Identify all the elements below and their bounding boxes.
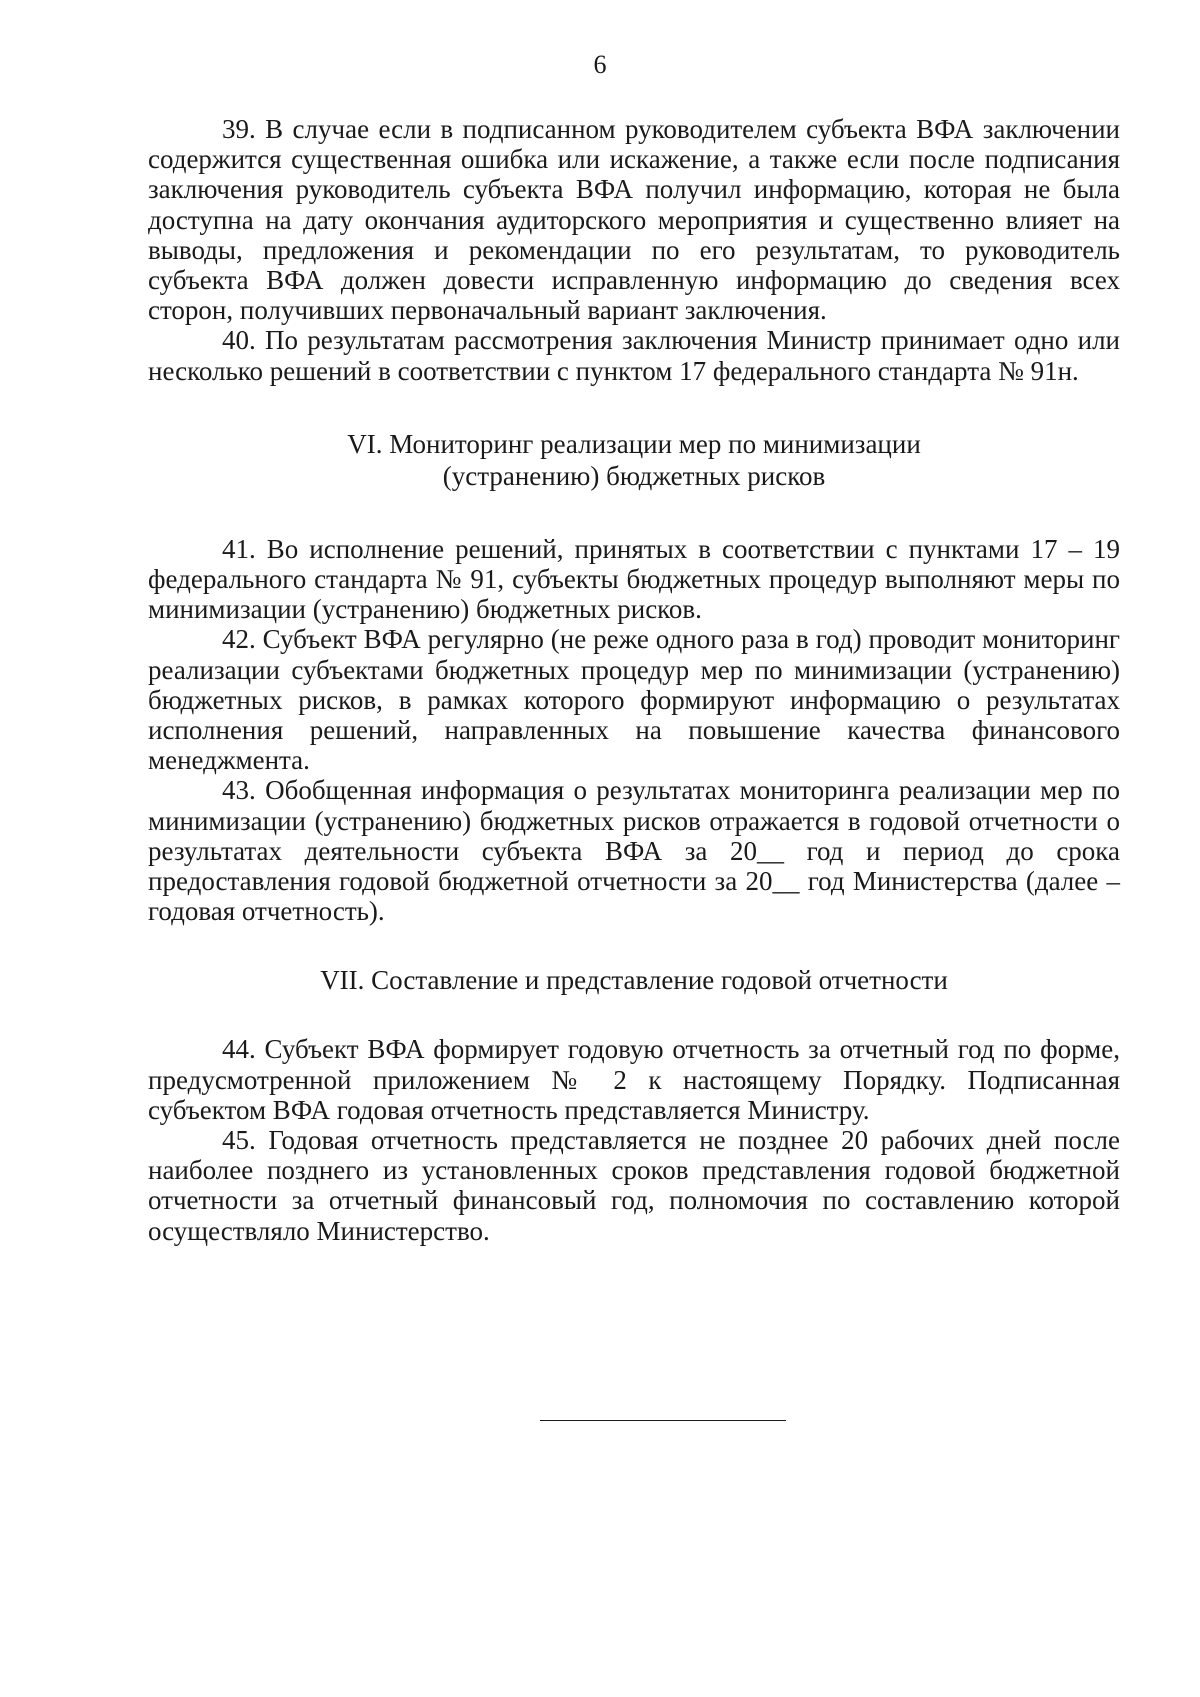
section-heading-vi-line1: VI. Мониторинг реализации мер по минимизации [347, 428, 921, 459]
paragraph-41: 41. Во исполнение решений, принятых в соответствии с пунктами 17 – 19 федерального стандарта № 91, субъекты бюджетных процедур выполняют меры по минимизации (устранению) бюджетных рисков. [148, 533, 1120, 625]
page-number: 6 [593, 50, 607, 79]
section-heading-vii-line1: VII. Составление и представление годовой отчетности [320, 965, 948, 996]
paragraph-45: 45. Годовая отчетность представляется не позднее 20 рабочих дней после наиболее позднего из установленных сроков представления годовой бюджетной отчетности за отчетный финансовый год, полномочия по составлению которой осуществляло Министерство. [148, 1125, 1120, 1246]
paragraph-44: 44. Субъект ВФА формирует годовую отчетность за отчетный год по форме, предусмотренной приложением № 2 к настоящему Порядку. Подписанная субъектом ВФА годовая отчетность представляется Министру. [148, 1034, 1120, 1125]
paragraph-39: 39. В случае если в подписанном руководителем субъекта ВФА заключении содержится существенная ошибка или искажение, а также если после подписания заключения руководитель субъекта ВФА получил информацию, которая не была доступна на дату окончания аудиторского мероприятия и существенно влияет на выводы, предложения и рекомендации по его результатам, то руководитель субъекта ВФА должен довести исправленную информацию до сведения всех сторон, получивших первоначальный вариант заключения. [148, 114, 1120, 326]
paragraph-42: 42. Субъект ВФА регулярно (не реже одного раза в год) проводит мониторинг реализации субъектами бюджетных процедур мер по минимизации (устранению) бюджетных рисков, в рамках которого формируют информацию о результатах исполнения решений, направленных на повышение качества финансового менеджмента. [148, 624, 1120, 776]
end-separator-line [540, 1420, 786, 1421]
document-body [148, 114, 1120, 1246]
section-heading-vii [148, 964, 1120, 996]
paragraph-40: 40. По результатам рассмотрения заключения Министр принимает одно или несколько решений в соответствии с пунктом 17 федерального стандарта № 91н. [148, 325, 1120, 386]
paragraph-43: 43. Обобщенная информация о результатах мониторинга реализации мер по минимизации (устранению) бюджетных рисков отражается в годовой отчетности о результатах деятельности субъекта ВФА за 20__ год и период до срока предоставления годовой бюджетной отчетности за 20__ год Министерства (далее – годовая отчетность). [148, 775, 1120, 927]
section-heading-vi-line2: (устранению) бюджетных рисков [442, 460, 826, 491]
section-heading-vi [148, 428, 1120, 492]
